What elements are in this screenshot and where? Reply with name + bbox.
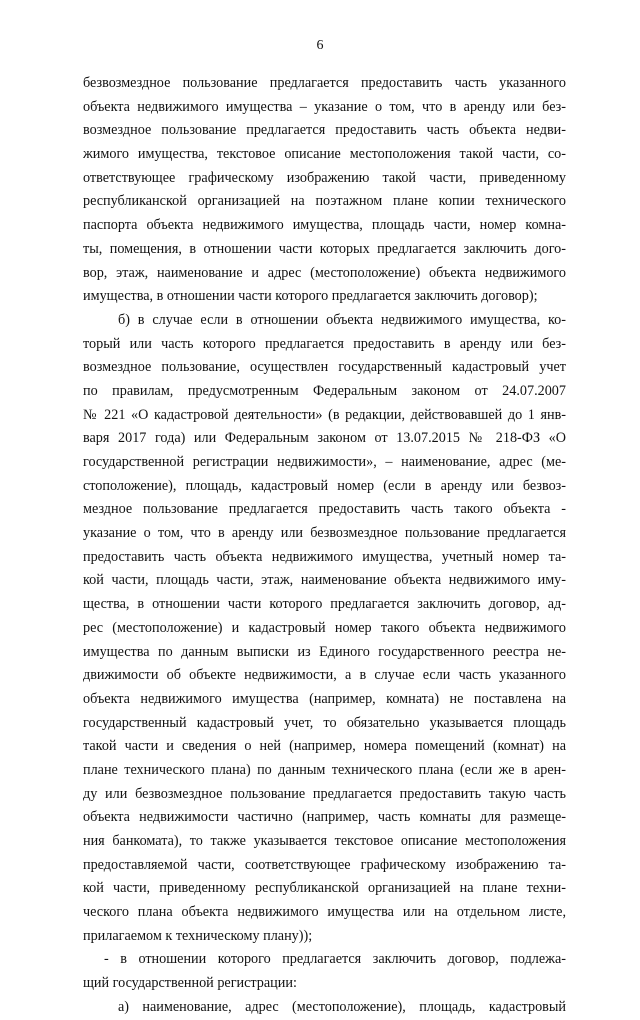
text-line: такой части и сведения о ней (например, номера помещений (комнат) на [83, 738, 566, 755]
text-line: варя 2017 года) или Федеральным законом от 13.07.2015 № 218-ФЗ «О [83, 430, 566, 447]
text-line: республиканской организацией на поэтажном плане копии технического [83, 193, 566, 210]
text-line: безвозмездное пользование предлагается предоставить часть указанного [83, 75, 566, 91]
text-line: объекта недвижимого имущества (например, комната) не поставлена на [83, 690, 566, 707]
text-line: предоставляемой части, соответствующее графическому изображению та- [83, 856, 566, 873]
text-line: щества, в отношении части которого предлагается заключить договор, ад- [83, 596, 566, 613]
text-line: по правилам, предусмотренным Федеральным законом от 24.07.2007 [83, 382, 566, 399]
text-line: ты, помещения, в отношении части которых предлагается заключить дого- [83, 240, 566, 257]
text-line: объекта недвижимости частично (например, часть комнаты для размеще- [83, 809, 566, 826]
text-line: кой части, площадь части, этаж, наименование объекта недвижимого иму- [83, 572, 566, 589]
text-line: мездное пользование предлагается предоставить часть такого объекта - [83, 501, 566, 518]
text-line: ответствующее графическому изображению такой части, приведенному [83, 169, 566, 186]
text-line: рес (местоположение) и кадастровый номер такого объекта недвижимого [83, 619, 566, 636]
text-line: государственный кадастровый учет, то обязательно указывается площадь [83, 714, 566, 731]
text-line: торый или часть которого предлагается предоставить в аренду или без- [83, 335, 566, 352]
text-line: имущества по данным выписки из Единого государственного реестра не- [83, 643, 566, 660]
text-line: стоположение), площадь, кадастровый номер (если в аренду или безвоз- [83, 477, 566, 494]
text-line: вор, этаж, наименование и адрес (местоположение) объекта недвижимого [83, 264, 566, 281]
text-line: объекта недвижимого имущества – указание о том, что в аренду или без- [83, 98, 566, 115]
text-line: ния банкомата), то также указывается текстовое описание местоположения [83, 833, 566, 849]
text-line: а) наименование, адрес (местоположение), площадь, кадастровый [118, 998, 566, 1015]
text-line: паспорта объекта недвижимого имущества, площадь части, номер комна- [83, 217, 566, 234]
page-number: 6 [316, 38, 324, 53]
text-line: - в отношении которого предлагается заключить договор, подлежа- [104, 951, 566, 968]
text-line: ческого плана объекта недвижимого имущества или на отдельном листе, [83, 904, 566, 921]
text-line: щий государственной регистрации: [83, 975, 297, 992]
text-line: б) в случае если в отношении объекта недвижимого имущества, ко- [118, 311, 566, 328]
text-line: имущества, в отношении части которого предлагается заключить договор); [83, 288, 538, 305]
text-line: плане технического плана) по данным технического плана (если же в арен- [83, 761, 566, 778]
body-text [83, 72, 566, 1020]
text-line: возмездное пользование, осуществлен государственный кадастровый учет [83, 359, 566, 376]
text-line: движимости об объекте недвижимости, а в случае если часть указанного [83, 667, 566, 684]
text-line: кой части, приведенному республиканской организацией на плане техни- [83, 880, 566, 897]
text-line: жимого имущества, текстовое описание местоположения такой части, со- [83, 146, 566, 163]
text-line: ду или безвозмездное пользование предлагается предоставить такую часть [83, 785, 566, 802]
text-line: прилагаемом к техническому плану)); [83, 927, 313, 944]
text-line: государственной регистрации недвижимости», – наименование, адрес (ме- [83, 454, 566, 470]
text-line: предоставить часть объекта недвижимого имущества, учетный номер та- [83, 548, 566, 565]
text-line: № 221 «О кадастровой деятельности» (в редакции, действовавшей до 1 янв- [83, 406, 566, 423]
text-line: указание о том, что в аренду или безвозмездное пользование предлагается [83, 525, 566, 542]
text-line: возмездное пользование предлагается предоставить часть объекта недви- [83, 122, 566, 139]
